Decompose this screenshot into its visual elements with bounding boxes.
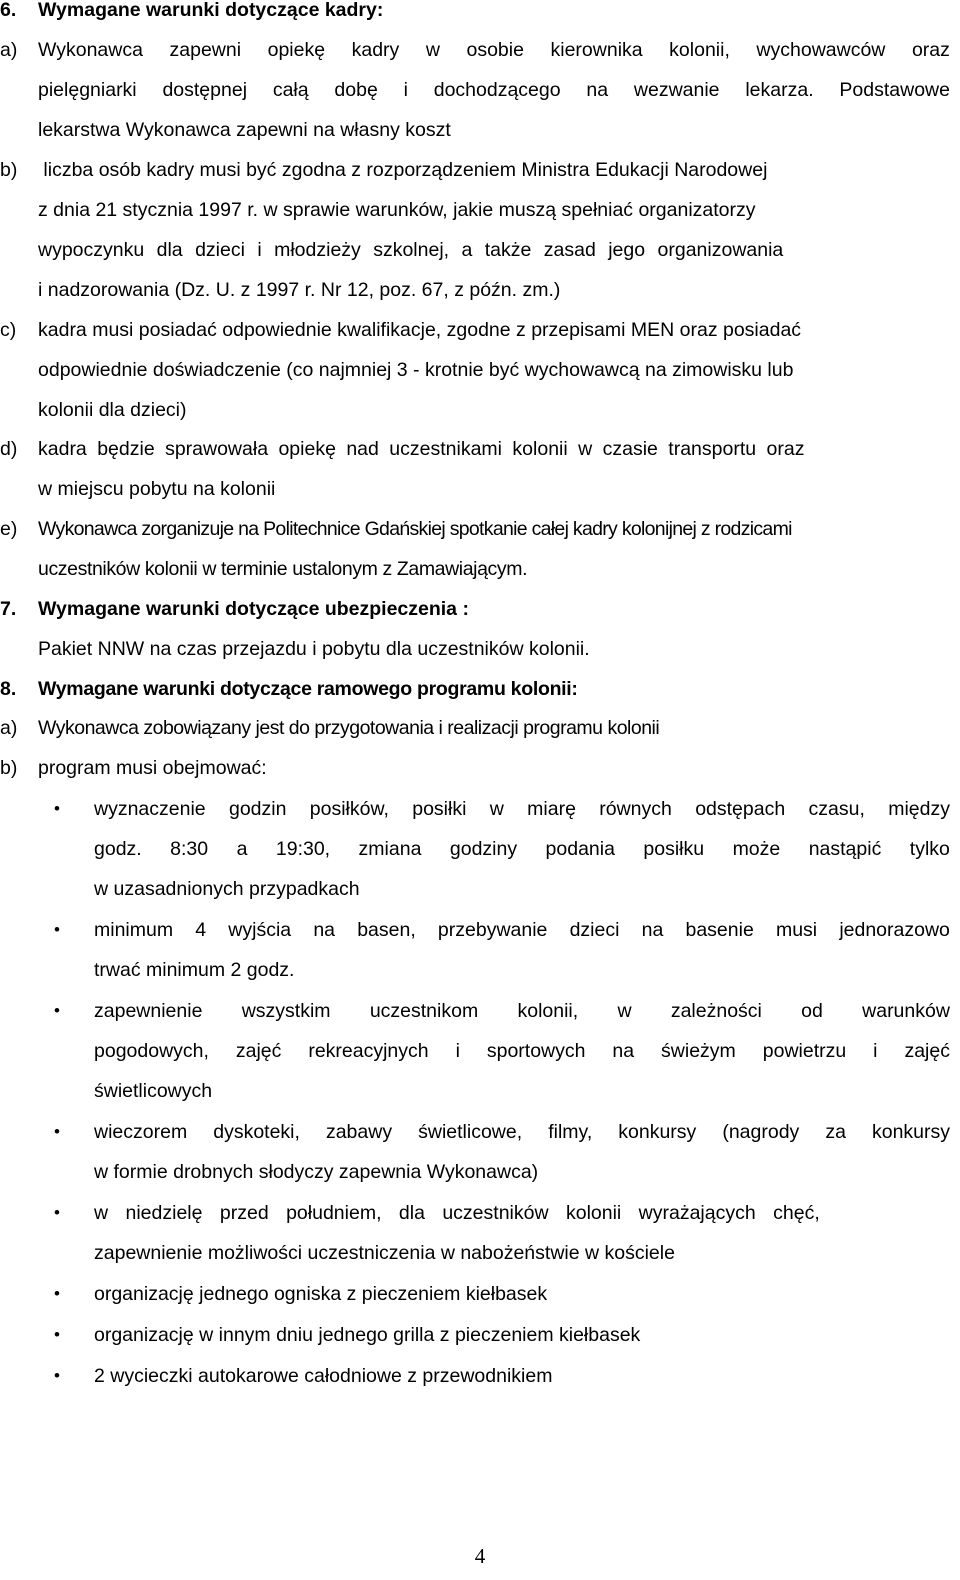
item-6e-line-2: uczestników kolonii w terminie ustalonym z Zamawiającym. (38, 558, 528, 580)
word: może (732, 838, 781, 860)
word: Wykonawca (38, 39, 143, 61)
word: basen, (357, 919, 416, 941)
word: wyjścia (228, 919, 292, 941)
word: na (641, 919, 664, 941)
word: oraz (911, 39, 950, 61)
word: czasu, (808, 798, 865, 820)
word: zapewnienie (94, 1000, 203, 1022)
bullet-marker: • (54, 799, 60, 818)
item-8b-text: program musi obejmować: (38, 757, 267, 779)
word: w (617, 1000, 632, 1022)
word: wyznaczenie (94, 798, 206, 820)
word: na (586, 79, 609, 101)
word: wychowawców (756, 39, 886, 61)
bullet-3-line-2 (94, 1039, 950, 1063)
word: kolonii, (517, 1000, 579, 1022)
word: na (313, 919, 336, 941)
word: kierownika (550, 39, 643, 61)
bullet-6-line-1: organizację jednego ogniska z pieczeniem kiełbasek (94, 1283, 548, 1305)
item-6a-line-2 (38, 78, 950, 102)
bullet-marker: • (54, 1284, 60, 1303)
word: posiłku (643, 838, 705, 860)
item-6e-label: e) (0, 518, 18, 540)
word: dobę (334, 79, 378, 101)
word: zabawy (325, 1121, 393, 1143)
word: dyskoteki, (213, 1121, 300, 1143)
item-8a-label: a) (0, 717, 18, 739)
item-6b-line-1: liczba osób kadry musi być zgodna z rozporządzeniem Ministra Edukacji Narodowej (38, 159, 768, 181)
item-8a-text: Wykonawca zobowiązany jest do przygotowania i realizacji programu kolonii (38, 717, 660, 739)
word: i (873, 1040, 878, 1062)
item-6a-line-1 (38, 38, 950, 62)
word: jednorazowo (839, 919, 950, 941)
bullet-marker: • (54, 1001, 60, 1020)
section-6-number: 6. (0, 0, 17, 21)
bullet-3-line-1 (94, 999, 950, 1023)
word: godzin (228, 798, 287, 820)
bullet-2-line-1 (94, 918, 950, 942)
word: posiłków, (309, 798, 389, 820)
word: miarę (527, 798, 576, 820)
section-7-heading: Wymagane warunki dotyczące ubezpieczenia : (38, 598, 469, 620)
word: zmiana (358, 838, 422, 860)
word: osobie (466, 39, 524, 61)
bullet-marker: • (54, 1122, 60, 1141)
word: od (801, 1000, 823, 1022)
word: za (825, 1121, 846, 1143)
word: a (236, 838, 248, 860)
bullet-marker: • (54, 1325, 60, 1344)
word: godziny (449, 838, 518, 860)
word: zajęć (904, 1040, 950, 1062)
item-6d-line-1: kadra będzie sprawowała opiekę nad uczestnikami kolonii w czasie transportu oraz (38, 438, 805, 460)
word: posiłki (412, 798, 467, 820)
word: i (455, 1040, 460, 1062)
bullet-1-line-1 (94, 797, 950, 821)
word: 8:30 (170, 838, 209, 860)
item-6a-line-3: lekarstwa Wykonawca zapewni na własny koszt (38, 119, 451, 141)
section-7-number: 7. (0, 598, 17, 620)
word: warunków (862, 1000, 950, 1022)
word: pielęgniarki (38, 79, 137, 101)
item-6c-line-3: kolonii dla dzieci) (38, 399, 187, 421)
word: minimum (94, 919, 174, 941)
word: tylko (909, 838, 950, 860)
item-6b-line-3: wypoczynku dla dzieci i młodzieży szkolnej, a także zasad jego organizowania (38, 239, 784, 261)
word: lekarza. (745, 79, 814, 101)
word: nastąpić (808, 838, 882, 860)
word: wszystkim (241, 1000, 331, 1022)
page-number: 4 (474, 1544, 486, 1568)
item-6c-line-2: odpowiednie doświadczenie (co najmniej 3 - krotnie być wychowawcą na zimowisku lub (38, 359, 794, 381)
word: dzieci (569, 919, 620, 941)
word: między (888, 798, 950, 820)
word: dostępnej (162, 79, 248, 101)
word: Podstawowe (839, 79, 950, 101)
word: na (612, 1040, 635, 1062)
word: świetlicowe, (418, 1121, 523, 1143)
bullet-marker: • (54, 920, 60, 939)
item-6b-label: b) (0, 159, 18, 181)
word: konkursy (618, 1121, 697, 1143)
word: powietrzu (762, 1040, 847, 1062)
bullet-4-line-2: w formie drobnych słodyczy zapewnia Wykonawca) (94, 1161, 539, 1183)
bullet-4-line-1 (94, 1120, 950, 1144)
bullet-marker: • (54, 1366, 60, 1385)
bullet-1-line-3: w uzasadnionych przypadkach (94, 878, 360, 900)
item-6c-line-1: kadra musi posiadać odpowiednie kwalifikacje, zgodne z przepisami MEN oraz posiadać (38, 319, 802, 341)
word: przebywanie (437, 919, 548, 941)
section-6-heading: Wymagane warunki dotyczące kadry: (38, 0, 384, 21)
word: opiekę (267, 39, 326, 61)
word: musi (775, 919, 818, 941)
section-8-number: 8. (0, 678, 17, 700)
bullet-2-line-2: trwać minimum 2 godz. (94, 959, 295, 981)
word: basenie (685, 919, 754, 941)
word: kadry (351, 39, 400, 61)
word: odstępach (695, 798, 786, 820)
bullet-7-line-1: organizację w innym dniu jednego grilla z pieczeniem kiełbasek (94, 1324, 641, 1346)
item-6a-label: a) (0, 39, 18, 61)
word: zapewni (169, 39, 242, 61)
bullet-5-line-1: w niedzielę przed południem, dla uczestników kolonii wyrażających chęć, (94, 1202, 820, 1224)
word: godz. (94, 838, 142, 860)
item-6d-line-2: w miejscu pobytu na kolonii (38, 478, 276, 500)
item-6d-label: d) (0, 438, 18, 460)
word: w (489, 798, 504, 820)
word: konkursy (871, 1121, 950, 1143)
word: całą (272, 79, 309, 101)
item-6b-line-2: z dnia 21 stycznia 1997 r. w sprawie warunków, jakie muszą spełniać organizatorzy (38, 199, 756, 221)
word: podania (545, 838, 615, 860)
item-6c-label: c) (0, 319, 17, 341)
word: w (425, 39, 440, 61)
word: zależności (670, 1000, 762, 1022)
word: 4 (195, 919, 207, 941)
word: i (403, 79, 408, 101)
word: (nagrody (722, 1121, 800, 1143)
word: uczestnikom (369, 1000, 479, 1022)
word: kolonii, (669, 39, 730, 61)
word: rekreacyjnych (308, 1040, 429, 1062)
word: dochodzącego (433, 79, 561, 101)
word: wieczorem (94, 1121, 188, 1143)
bullet-8-line-1: 2 wycieczki autokarowe całodniowe z przewodnikiem (94, 1365, 553, 1387)
item-6b-line-4: i nadzorowania (Dz. U. z 1997 r. Nr 12, poz. 67, z późn. zm.) (38, 279, 561, 301)
bullet-3-line-3: świetlicowych (94, 1080, 213, 1102)
word: równych (599, 798, 672, 820)
bullet-marker: • (54, 1203, 60, 1222)
word: filmy, (548, 1121, 593, 1143)
item-8b-label: b) (0, 757, 18, 779)
word: pogodowych, (94, 1040, 209, 1062)
item-6e-line-1: Wykonawca zorganizuje na Politechnice Gdańskiej spotkanie całej kadry kolonijnej z rodzicami (38, 518, 792, 540)
word: 19:30, (275, 838, 331, 860)
bullet-1-line-2 (94, 837, 950, 861)
word: sportowych (486, 1040, 586, 1062)
word: wezwanie (633, 79, 720, 101)
section-7-text: Pakiet NNW na czas przejazdu i pobytu dla uczestników kolonii. (38, 638, 590, 660)
word: świeżym (661, 1040, 736, 1062)
word: zajęć (235, 1040, 282, 1062)
section-8-heading: Wymagane warunki dotyczące ramowego programu kolonii: (38, 678, 578, 700)
bullet-5-line-2: zapewnienie możliwości uczestniczenia w nabożeństwie w kościele (94, 1242, 675, 1264)
